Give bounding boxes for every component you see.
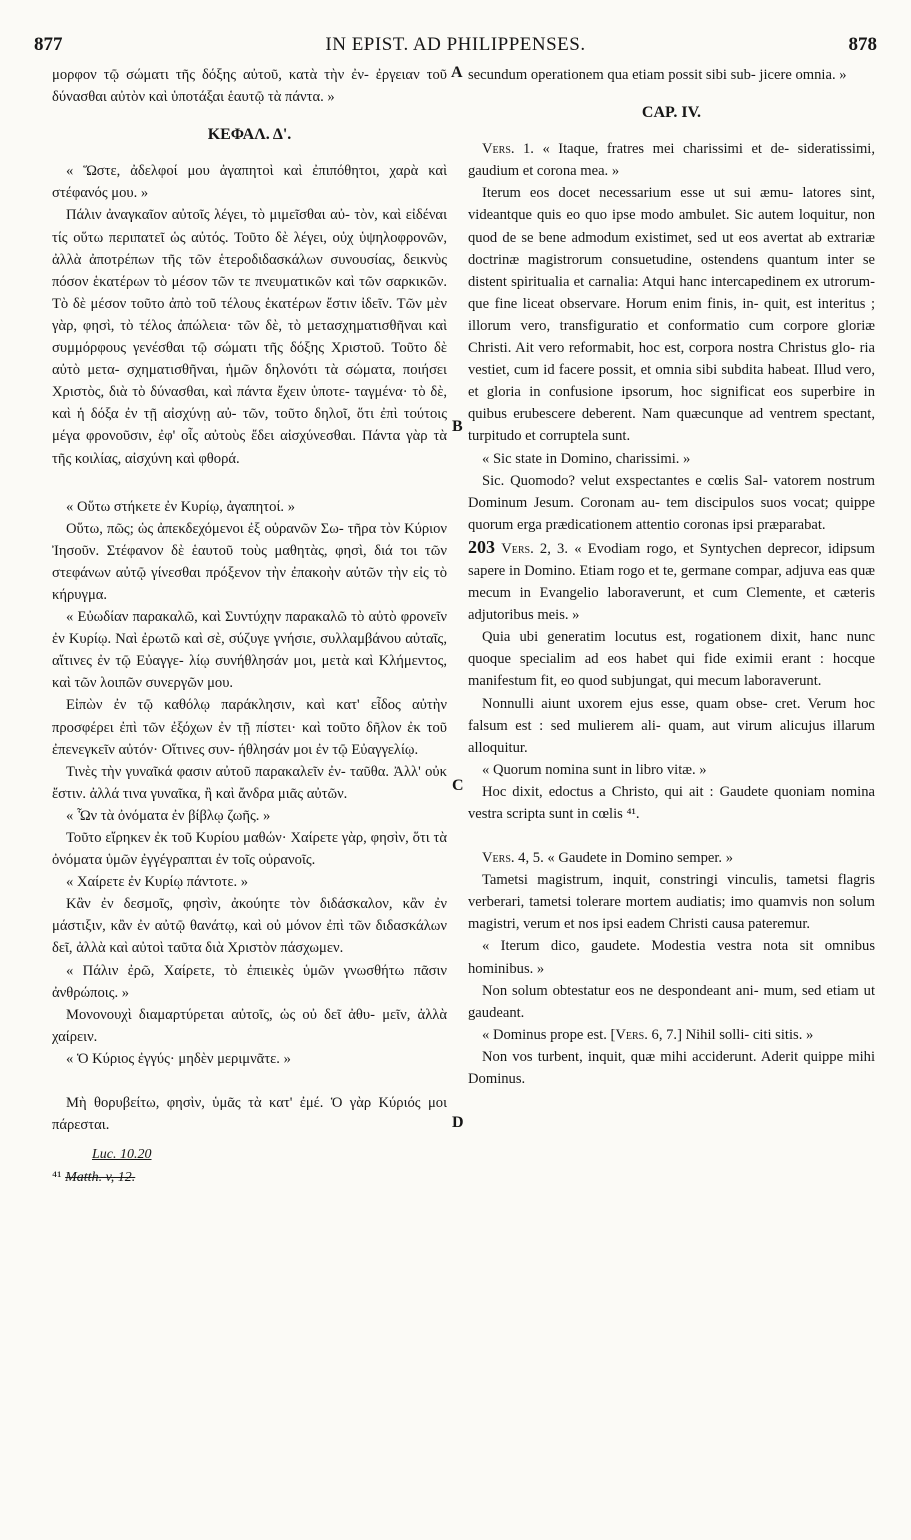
greek-paragraph: Κἂν ἐν δεσμοῖς, φησὶν, ἀκούητε τὸν διδάσκαλον, κἂν ἐν μάστιξιν, κἂν ἐν αὐτῷ θανάτῳ, καὶ οὐ μόνον ἐπὶ τῶν διδασκάλων δεῖ, ἀλλὰ καὶ αὐτοὶ ταῦτα διὰ Χριστὸν πάσχωμεν. <box>52 896 447 957</box>
latin-lemma: « Dominus prope est. [Vers. 6, 7.] Nihil solli- citi sitis. » <box>482 1026 814 1043</box>
latin-column <box>468 64 875 1090</box>
latin-paragraph: Non solum obtestatur eos ne despondeant ani- mum, sed etiam ut gaudeant. <box>468 982 875 1021</box>
latin-paragraph: Nonnulli aiunt uxorem ejus esse, quam obse- cret. Verum hoc falsum est : sed mulierem ali- quam, aut virum alicujus illarum alloquitur. <box>468 695 875 756</box>
margin-letter-d: D <box>452 1114 464 1131</box>
handwritten-note <box>52 1144 447 1166</box>
latin-lemma: Vers. 1. « Itaque, fratres mei charissimi et de- sideratissimi, gaudium et corona mea. » <box>468 141 875 180</box>
latin-chapter-heading: CAP. IV. <box>641 104 702 122</box>
footnote <box>52 1166 447 1189</box>
greek-paragraph: Μονονουχὶ διαμαρτύρεται αὐτοῖς, ὡς οὐ δεῖ ἀθυ- μεῖν, ἀλλὰ χαίρειν. <box>52 1006 447 1045</box>
greek-paragraph: Οὕτω, πῶς; ὡς ἀπεκδεχόμενοι ἐξ οὐρανῶν Σω- τῆρα τὸν Κύριον Ἰησοῦν. Στέφανον δὲ ἑαυτοῦ τοὺς μαθητὰς, φησὶ, διά τοι τῶν στεφάνων αὐτῷ γίνεσθαι πρόξενον τὴν ἐπακοὴν αὐτῶν τὴν εἰς τὸ κήρυγμα. <box>52 520 447 603</box>
latin-paragraph: Non vos turbent, inquit, quæ mihi acciderunt. Aderit quippe mihi Dominus. <box>468 1048 875 1088</box>
column-number: 203 <box>468 536 495 557</box>
running-title: IN EPIST. AD PHILIPPENSES. <box>325 34 586 55</box>
latin-lemma: « Quorum nomina sunt in libro vitæ. » <box>482 761 707 778</box>
margin-letter-c: C <box>452 777 464 794</box>
latin-paragraph: Sic. Quomodo? velut exspectantes e cœlis Sal- vatorem nostrum Dominum Jesum. Coronam au- tem discipulos suos vocat; quippe quorum erga prædicationem attentio coronas ipsi præparabat. <box>468 472 875 533</box>
verse-label: Vers. 6, 7. <box>615 1026 678 1043</box>
latin-paragraph: secundum operationem qua etiam possit sibi sub- jicere omnia. » <box>468 67 847 83</box>
latin-lemma: « Iterum dico, gaudete. Modestia vestra nota sit omnibus hominibus. » <box>468 938 875 977</box>
latin-lemma: 203 Vers. 2, 3. « Evodiam rogo, et Syntychen deprecor, idipsum sapere in Domino. Etiam rogo et te, germane compar, adjuva eas quæ mecum in Evangelio laboraverunt, et cum Clemente, et cæteris adjutoribus meis. » <box>468 536 876 624</box>
verse-label: Vers. 4, 5. <box>482 850 544 867</box>
latin-paragraph: Hoc dixit, edoctus a Christo, qui ait : Gaudete quoniam nomina vestra scripta sunt in cœlis ⁴¹. <box>468 783 875 822</box>
left-page-number: 877 <box>34 34 63 55</box>
greek-paragraph: μορφον τῷ σώματι τῆς δόξης αὐτοῦ, κατὰ τὴν ἐν- ἐργειαν τοῦ δύνασθαι αὐτὸν καὶ ὑποτάξαι ἑαυτῷ τὰ πάντα. » <box>52 67 447 106</box>
verse-label: Vers. 2, 3. <box>501 540 568 557</box>
latin-lemma: « Sic state in Domino, charissimi. » <box>482 450 691 467</box>
greek-lemma: « Εὐωδίαν παρακαλῶ, καὶ Συντύχην παρακαλῶ τὸ αὐτὸ φρονεῖν ἐν Κυρίῳ. Ναὶ ἐρωτῶ καὶ σὲ, σύζυγε γνήσιε, συλλαμβάνου αὐταῖς, αἵτινες ἐν τῷ Εὐαγγε- λίῳ συνήθλησάν μοι, μετὰ καὶ Κλήμεντος, καὶ τῶν λοιπῶν συνεργῶν μου. <box>52 609 447 692</box>
margin-letter-a: A <box>451 64 463 81</box>
handwritten-correction: Luc. 10.20 <box>92 1147 152 1163</box>
greek-paragraph: Πάλιν ἀναγκαῖον αὐτοῖς λέγει, τὸ μιμεῖσθαι αὐ- τὸν, καὶ εἰδέναι τίς οὕτω περιπατεῖ ὡς αὐτός. Τοῦτο δὲ λέγει, οὐχ ὑψηλοφρονῶν, ἀλλὰ ἀποτρέπων τῆς τῶν ἑτεροδιδασκάλων συνουσίας, δεικνὺς πόσον ἑκατέρων τὸ μέσον τῶν τε πνευματικῶν καὶ τῶν σαρκικῶν. Τὸ δὲ μέσον τοῦτο ἀπὸ τοῦ τέλους ἑκατέρων ἔστιν ἰδεῖν. Τῶν μὲν γὰρ, φησὶ, τὸ τέλος ἀπώλεια· τῶν δὲ, τὸ μετασχηματισθῆναι καὶ συμμόρφους γενέσθαι τῷ σώματι τῆς δόξης Χριστοῦ. Τοῦτο δὲ αὐτὸ μετα- σχηματισθῆναι, ἡμῶν δηλονότι τὰ σώματα, ποιήσει Χριστὸς, διὰ τὸ δύνασθαι, καὶ πάντα ἔχειν ὑποτε- ταγμένα· τὸ δὲ, καὶ ἡ δόξα ἐν τῇ αἰσχύνῃ αὐ- τῶν, τοῦτο δηλοῖ, ὅτι ἐπὶ τούτοις μέγα φρονοῦσιν, ἐφ' οἷς αὐτοὺς ἔδει αἰσχύνεσθαι. Πάντα γὰρ τὰ τῆς κοιλίας, αἰσχύνη καὶ φθορά. <box>52 207 447 467</box>
greek-lemma: « Ὥστε, ἀδελφοί μου ἀγαπητοὶ καὶ ἐπιπόθητοι, χαρὰ καὶ στέφανός μου. » <box>52 163 447 202</box>
latin-paragraph: Quia ubi generatim locutus est, rogationem dixit, hanc nunc quoque specialim ad eos habet qui fide eximii erant : hocque manifestum fit, eo quod subjungat, qui mecum laboraverunt. <box>468 629 875 690</box>
greek-paragraph: Μὴ θορυβείτω, φησὶν, ὑμᾶς τὰ κατ' ἐμέ. Ὁ γὰρ Κύριός μοι πάρεσται. <box>52 1095 447 1134</box>
greek-lemma: « Ὧν τὰ ὀνόματα ἐν βίβλῳ ζωῆς. » <box>66 807 271 824</box>
greek-paragraph: Εἰπὼν ἐν τῷ καθόλῳ παράκλησιν, καὶ κατ' εἶδος αὐτὴν προσφέρει ἐπὶ τῶν ἐξόχων ἐν τῇ πίστει· καὶ τοῦτο δῆλον ἐκ τοῦ ἐπενεγκεῖν αὐτόν· Οἵτινες συν- ήθλησάν μοι ἐν τῷ Εὐαγγελίῳ. <box>52 697 447 758</box>
greek-column <box>52 64 447 1189</box>
footnote-marker: ⁴¹ <box>52 1169 62 1186</box>
greek-lemma: « Ὁ Κύριος ἐγγύς· μηδὲν μεριμνᾶτε. » <box>66 1050 291 1067</box>
greek-lemma: « Οὕτω στήκετε ἐν Κυρίῳ, ἀγαπητοί. » <box>66 498 295 515</box>
footnote-struck-reference: Matth. v, 12. <box>65 1170 136 1186</box>
page-header <box>0 34 911 60</box>
latin-paragraph: Iterum eos docet necessarium esse ut sui æmu- latores sint, videantque quis eo quo ipse modo ambulet. Sic autem loquitur, non quod de se bene admodum existimet, sed ut eos avertat ab extrariæ doctrinæ magistrorum consuetudine, ostendens quantum inter se distent spiritualia et carnalia: Atqui hanc intercapedinem ex utrorum- que fine liceat observare. Horum enim finis, in- quit, est interitus ; illorum vero, transfiguratio et conformatio cum corpore gloriæ Christi. Ait vero reformabit, hoc est, corpora nostra Christus glo- ria vestiet, cum id facere possit, et omnia sibi subdita habeat. Illud vero, et gloria in confusione ipsorum, hoc significat eos superbire in quibus erubescere deberent. Nam quæcunque ad ventrem spectant, turpitudo et corruptela sunt. <box>468 185 875 445</box>
latin-lemma: Vers. 4, 5. « Gaudete in Domino semper. » <box>482 850 734 867</box>
greek-lemma: « Χαίρετε ἐν Κυρίῳ πάντοτε. » <box>66 874 249 891</box>
margin-letter-b: B <box>452 418 463 435</box>
latin-paragraph: Tametsi magistrum, inquit, constringi vinculis, tametsi flagris verberari, tametsi tolerare mortem audiatis; imo quamvis non solum magistri, verum et nos ipsi eadem Christi causa pateremur. <box>468 872 875 933</box>
greek-chapter-heading: ΚΕΦΑΛ. Δ'. <box>207 126 292 144</box>
greek-paragraph: Τοῦτο εἴρηκεν ἐκ τοῦ Κυρίου μαθών· Χαίρετε γὰρ, φησὶν, ὅτι τὰ ὀνόματα ὑμῶν ἐγγέγραπται ἐν τοῖς οὐρανοῖς. <box>52 830 447 869</box>
greek-paragraph: Τινὲς τὴν γυναῖκά φασιν αὐτοῦ παρακαλεῖν ἐν- ταῦθα. Ἀλλ' οὐκ ἔστιν. ἀλλά τινα γυναῖκα, ἢ καὶ ἄνδρα μιᾶς αὐτῶν. <box>52 763 447 802</box>
greek-lemma: « Πάλιν ἐρῶ, Χαίρετε, τὸ ἐπιεικὲς ὑμῶν γνωσθήτω πᾶσιν ἀνθρώποις. » <box>52 962 447 1001</box>
verse-label: Vers. 1. <box>482 141 534 158</box>
right-page-number: 878 <box>848 34 877 55</box>
